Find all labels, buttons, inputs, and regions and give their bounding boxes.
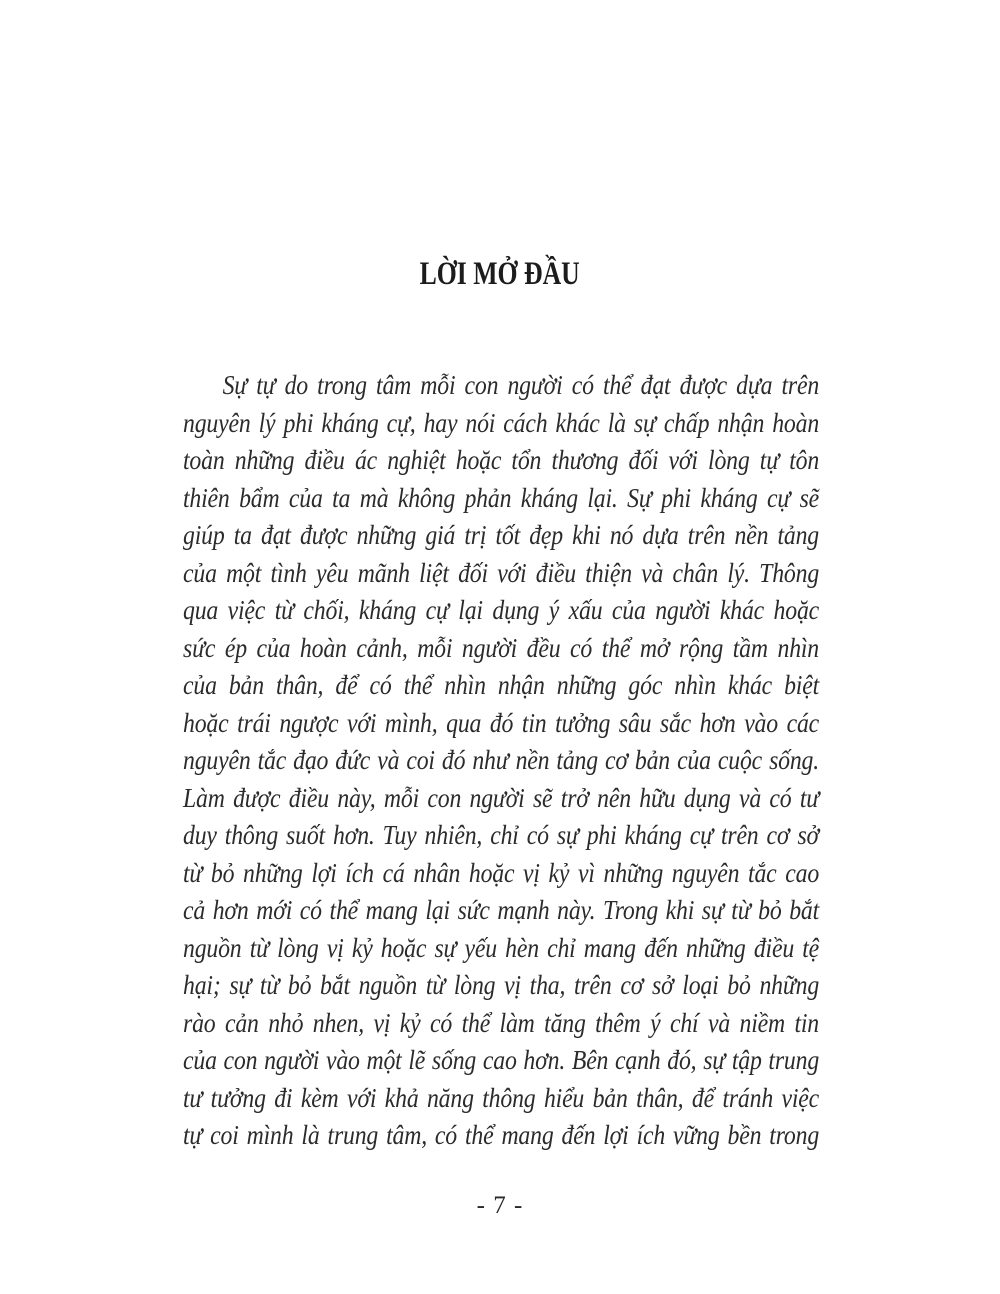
body-text-line: của một tình yêu mãnh liệt đối với điều thiện và chân lý. Thông — [183, 557, 820, 588]
body-text-line: sức ép của hoàn cảnh, mỗi người đều có thể mở rộng tầm nhìn — [183, 632, 820, 663]
body-text-line: cả hơn mới có thể mang lại sức mạnh này. Trong khi sự từ bỏ bắt — [183, 895, 820, 925]
body-text-line: nguyên tắc đạo đức và coi đó như nền tảng cơ bản của cuộc sống. — [183, 745, 820, 775]
body-text-line: Làm được điều này, mỗi con người sẽ trở nên hữu dụng và có tư — [183, 782, 820, 813]
body-text-line: tư tưởng đi kèm với khả năng thông hiểu bản thân, để tránh việc — [183, 1082, 820, 1113]
page-number: - 7 - — [476, 1192, 524, 1219]
body-text-block — [183, 367, 819, 1155]
body-text-line: của bản thân, để có thể nhìn nhận những góc nhìn khác biệt — [183, 670, 820, 700]
body-text-line: nguyên lý phi kháng cự, hay nói cách khác là sự chấp nhận hoàn — [183, 407, 820, 438]
body-text-line: rào cản nhỏ nhen, vị kỷ có thể làm tăng thêm ý chí và niềm tin — [183, 1007, 820, 1038]
body-text-line: duy thông suốt hơn. Tuy nhiên, chỉ có sự phi kháng cự trên cơ sở — [183, 820, 820, 850]
body-text-line: toàn những điều ác nghiệt hoặc tổn thương đối với lòng tự tôn — [183, 445, 820, 475]
body-text-line: tự coi mình là trung tâm, có thể mang đến lợi ích vững bền trong — [183, 1120, 820, 1150]
body-text-line: qua việc từ chối, kháng cự lại dụng ý xấu của người khác hoặc — [183, 595, 820, 625]
body-text-line: của con người vào một lẽ sống cao hơn. Bên cạnh đó, sự tập trung — [183, 1045, 820, 1075]
body-text-line: nguồn từ lòng vị kỷ hoặc sự yếu hèn chỉ mang đến những điều tệ — [183, 932, 820, 963]
body-text-line: Sự tự do trong tâm mỗi con người có thể đạt được dựa trên — [222, 370, 820, 400]
body-text-line: hại; sự từ bỏ bắt nguồn từ lòng vị tha, trên cơ sở loại bỏ những — [183, 970, 820, 1000]
body-text-line: giúp ta đạt được những giá trị tốt đẹp khi nó dựa trên nền tảng — [183, 520, 820, 550]
chapter-title: LỜI MỞ ĐẦU — [419, 256, 581, 292]
body-text-line: hoặc trái ngược với mình, qua đó tin tưởng sâu sắc hơn vào các — [183, 707, 820, 738]
body-text-line: từ bỏ những lợi ích cá nhân hoặc vị kỷ vì những nguyên tắc cao — [183, 857, 820, 888]
body-text-line: thiên bẩm của ta mà không phản kháng lại. Sự phi kháng cự sẽ — [183, 482, 820, 513]
chapter-title-row — [0, 256, 1000, 293]
